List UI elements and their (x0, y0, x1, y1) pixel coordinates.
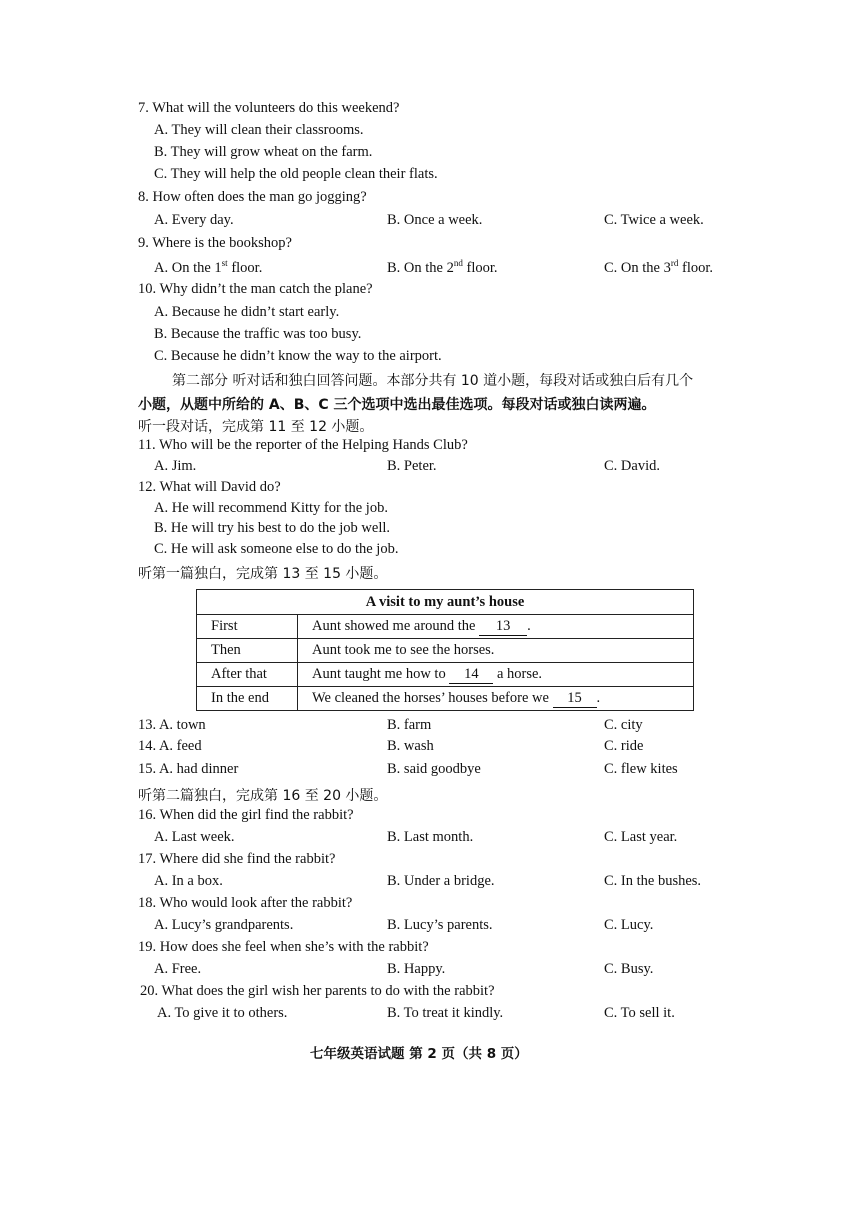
page-footer: 七年级英语试题 第 2 页（共 8 页） (310, 1046, 528, 1062)
q16-option-a: A. Last week. (154, 829, 235, 845)
question-20: 20. What does the girl wish her parents to do with the rabbit? (140, 983, 495, 999)
row-label: In the end (197, 687, 298, 711)
row-content: We cleaned the horses’ houses before we 15 . (298, 687, 694, 711)
q10-option-c: C. Because he didn’t know the way to the airport. (154, 348, 442, 364)
q17-option-a: A. In a box. (154, 873, 223, 889)
q14-option-c: C. ride (604, 738, 644, 754)
q13-option-c: C. city (604, 717, 643, 733)
q10-option-a: A. Because he didn’t start early. (154, 304, 340, 320)
q17-option-b: B. Under a bridge. (387, 873, 495, 889)
q13-option-b: B. farm (387, 717, 432, 733)
blank-13: 13 (479, 618, 527, 636)
q11-option-c: C. David. (604, 458, 660, 474)
q16-option-b: B. Last month. (387, 829, 474, 845)
table-row (197, 639, 694, 663)
q9-option-b: B. On the 2nd floor. (387, 258, 498, 276)
table-title: A visit to my aunt’s house (197, 590, 694, 615)
question-17: 17. Where did she find the rabbit? (138, 851, 336, 867)
q11-option-a: A. Jim. (154, 458, 197, 474)
row-label: First (197, 615, 298, 639)
q7-option-b: B. They will grow wheat on the farm. (154, 144, 373, 160)
q14-option-b: B. wash (387, 738, 434, 754)
question-9: 9. Where is the bookshop? (138, 235, 292, 251)
question-7: 7. What will the volunteers do this weekend? (138, 100, 400, 116)
blank-14: 14 (449, 666, 493, 684)
question-18: 18. Who would look after the rabbit? (138, 895, 353, 911)
q20-option-b: B. To treat it kindly. (387, 1005, 504, 1021)
q17-option-c: C. In the bushes. (604, 873, 702, 889)
q16-option-c: C. Last year. (604, 829, 678, 845)
question-8: 8. How often does the man go jogging? (138, 189, 367, 205)
q13-option-a: 13. A. town (138, 717, 206, 733)
q11-option-b: B. Peter. (387, 458, 437, 474)
q12-option-b: B. He will try his best to do the job well. (154, 520, 391, 536)
blank-15: 15 (553, 690, 597, 708)
row-label: After that (197, 663, 298, 687)
q7-option-a: A. They will clean their classrooms. (154, 122, 364, 138)
row-content: Aunt taught me how to 14 a horse. (298, 663, 694, 687)
q15-option-b: B. said goodbye (387, 761, 481, 777)
row-label: Then (197, 639, 298, 663)
q20-option-c: C. To sell it. (604, 1005, 675, 1021)
q8-option-a: A. Every day. (154, 212, 234, 228)
q9-option-c: C. On the 3rd floor. (604, 258, 713, 276)
part2-intro-line1: 第二部分 听对话和独白回答问题。本部分共有 10 道小题，每段对话或独白后有几个 (172, 373, 694, 389)
q18-option-a: A. Lucy’s grandparents. (154, 917, 294, 933)
table-row (197, 615, 694, 639)
q20-option-a: A. To give it to others. (157, 1005, 288, 1021)
row-content: Aunt took me to see the horses. (298, 639, 694, 663)
q9-option-a: A. On the 1st floor. (154, 258, 263, 276)
q7-option-c: C. They will help the old people clean their flats. (154, 166, 438, 182)
table-row (197, 687, 694, 711)
q15-option-c: C. flew kites (604, 761, 678, 777)
q10-option-b: B. Because the traffic was too busy. (154, 326, 362, 342)
question-12: 12. What will David do? (138, 479, 281, 495)
q18-option-b: B. Lucy’s parents. (387, 917, 493, 933)
dialogue-header: 听一段对话，完成第 11 至 12 小题。 (138, 419, 374, 435)
q12-option-a: A. He will recommend Kitty for the job. (154, 500, 388, 516)
q8-option-c: C. Twice a week. (604, 212, 704, 228)
question-19: 19. How does she feel when she’s with the rabbit? (138, 939, 429, 955)
q19-option-b: B. Happy. (387, 961, 446, 977)
q8-option-b: B. Once a week. (387, 212, 483, 228)
visit-table (196, 589, 694, 711)
q12-option-c: C. He will ask someone else to do the job. (154, 541, 399, 557)
q19-option-c: C. Busy. (604, 961, 654, 977)
table-row (197, 663, 694, 687)
q15-option-a: 15. A. had dinner (138, 761, 239, 777)
question-11: 11. Who will be the reporter of the Helping Hands Club? (138, 437, 468, 453)
monologue2-header: 听第二篇独白，完成第 16 至 20 小题。 (138, 788, 388, 804)
question-10: 10. Why didn’t the man catch the plane? (138, 281, 373, 297)
q18-option-c: C. Lucy. (604, 917, 654, 933)
monologue1-header: 听第一篇独白，完成第 13 至 15 小题。 (138, 566, 388, 582)
question-16: 16. When did the girl find the rabbit? (138, 807, 354, 823)
part2-intro-line2: 小题，从题中所给的 A、B、C 三个选项中选出最佳选项。每段对话或独白读两遍。 (138, 397, 656, 413)
row-content: Aunt showed me around the 13 . (298, 615, 694, 639)
q19-option-a: A. Free. (154, 961, 202, 977)
q14-option-a: 14. A. feed (138, 738, 202, 754)
